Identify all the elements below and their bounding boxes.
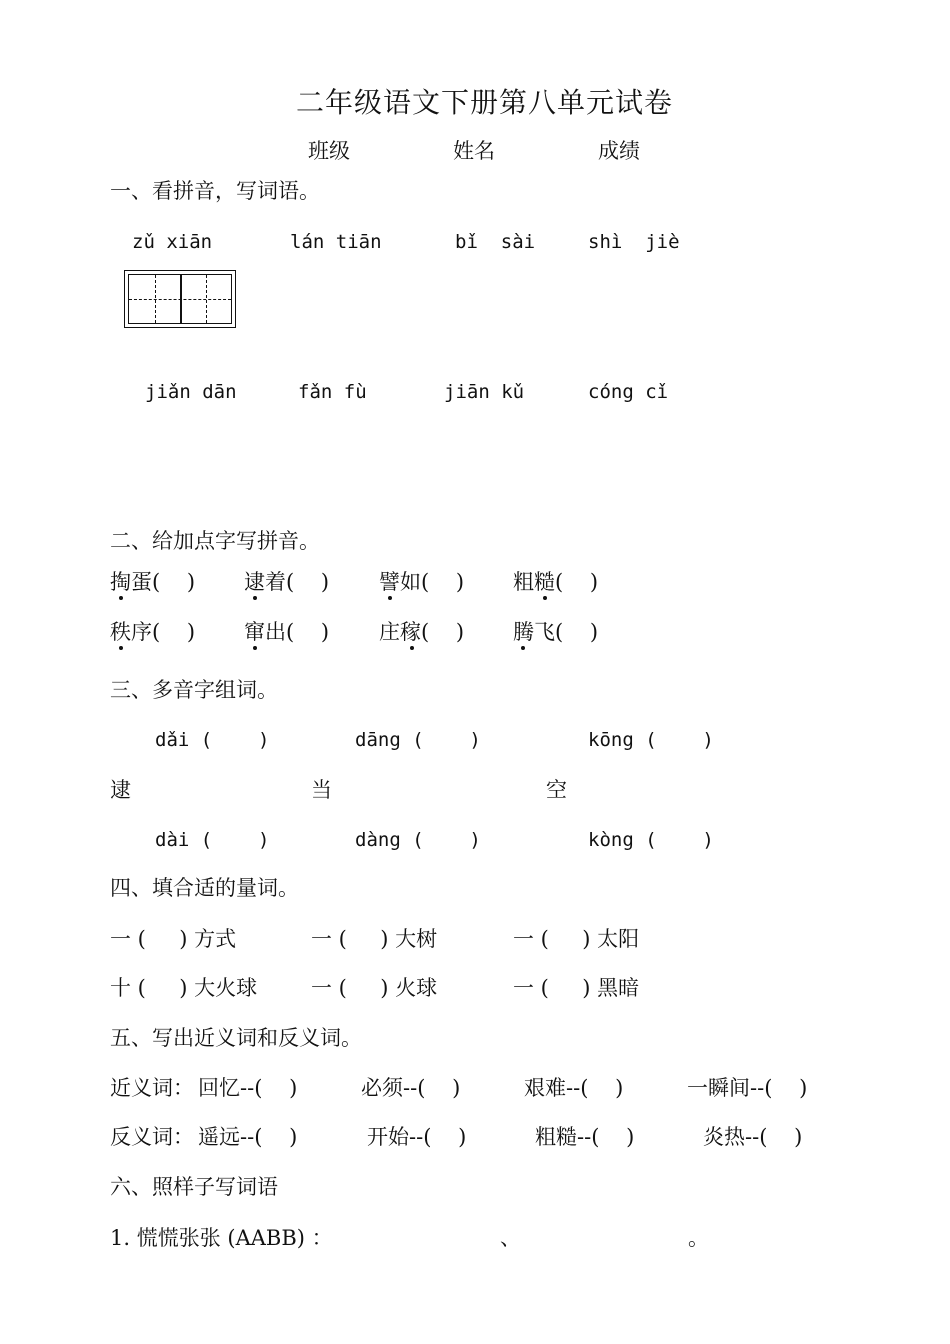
score-label: 成绩 <box>598 139 640 163</box>
section-3-heading: 三、多音字组词。 <box>110 678 278 702</box>
pinyin-item: jiǎn dān <box>145 381 237 403</box>
pinyin-item: jiān kǔ <box>444 381 525 403</box>
dotted-word-item: 譬如( ) <box>379 570 465 594</box>
period-mark: 。 <box>688 1226 709 1250</box>
measure-word-item: 一 ( ) 黑暗 <box>513 976 640 1000</box>
polyphone-pinyin: dài ( ) <box>155 829 270 851</box>
antonym-item: 炎热--( ) <box>703 1125 803 1149</box>
dotted-word-item: 窜出( ) <box>244 620 330 644</box>
measure-word-item: 一 ( ) 方式 <box>110 927 237 951</box>
synonym-item: 艰难--( ) <box>524 1076 624 1100</box>
measure-word-item: 十 ( ) 大火球 <box>110 976 258 1000</box>
antonym-item: 开始--( ) <box>367 1125 467 1149</box>
pattern-item: 1. 慌慌张张 (AABB) ： <box>110 1226 333 1250</box>
pinyin-item: fǎn fù <box>298 381 367 403</box>
synonym-item: 回忆--( ) <box>198 1076 298 1100</box>
emphasis-dot <box>388 596 392 600</box>
emphasis-dot <box>410 646 414 650</box>
antonym-label: 反义词： <box>110 1125 194 1149</box>
polyphone-char: 空 <box>546 778 567 802</box>
synonym-item: 必须--( ) <box>361 1076 461 1100</box>
emphasis-dot <box>253 646 257 650</box>
polyphone-char: 当 <box>311 778 332 802</box>
polyphone-pinyin: dàng ( ) <box>355 829 481 851</box>
dotted-word-item: 庄稼( ) <box>379 620 465 644</box>
dotted-word-item: 秩序( ) <box>110 620 196 644</box>
antonym-item: 遥远--( ) <box>198 1125 298 1149</box>
emphasis-dot <box>119 646 123 650</box>
writing-grid-box[interactable] <box>124 270 236 328</box>
measure-word-item: 一 ( ) 火球 <box>311 976 438 1000</box>
polyphone-pinyin: dāng ( ) <box>355 729 481 751</box>
emphasis-dot <box>119 596 123 600</box>
dotted-word-item: 腾飞( ) <box>513 620 599 644</box>
class-label: 班级 <box>308 139 350 163</box>
antonym-item: 粗糙--( ) <box>535 1125 635 1149</box>
synonym-item: 一瞬间--( ) <box>687 1076 808 1100</box>
synonym-label: 近义词： <box>110 1076 194 1100</box>
section-1-heading: 一、看拼音，写词语。 <box>110 179 320 203</box>
dotted-word-item: 掏蛋( ) <box>110 570 196 594</box>
section-5-heading: 五、写出近义词和反义词。 <box>110 1026 362 1050</box>
comma-mark: 、 <box>500 1226 521 1250</box>
polyphone-pinyin: kòng ( ) <box>588 829 714 851</box>
pinyin-item: lán tiān <box>290 231 382 253</box>
measure-word-item: 一 ( ) 太阳 <box>513 927 640 951</box>
pinyin-item: cóng cǐ <box>588 381 669 403</box>
emphasis-dot <box>543 596 547 600</box>
section-6-heading: 六、照样子写词语 <box>110 1175 278 1199</box>
polyphone-pinyin: kōng ( ) <box>588 729 714 751</box>
section-4-heading: 四、填合适的量词。 <box>110 876 299 900</box>
pinyin-item: shì jiè <box>588 231 680 253</box>
dotted-word-item: 逮着( ) <box>244 570 330 594</box>
measure-word-item: 一 ( ) 大树 <box>311 927 438 951</box>
polyphone-char: 逮 <box>110 778 131 802</box>
pinyin-item: bǐ sài <box>455 231 536 253</box>
section-2-heading: 二、给加点字写拼音。 <box>110 529 320 553</box>
dotted-word-item: 粗糙( ) <box>513 570 599 594</box>
name-label: 姓名 <box>453 139 495 163</box>
exam-title: 二年级语文下册第八单元试卷 <box>296 86 674 119</box>
emphasis-dot <box>253 596 257 600</box>
pinyin-item: zǔ xiān <box>132 231 213 253</box>
polyphone-pinyin: dǎi ( ) <box>155 729 270 751</box>
emphasis-dot <box>521 646 525 650</box>
